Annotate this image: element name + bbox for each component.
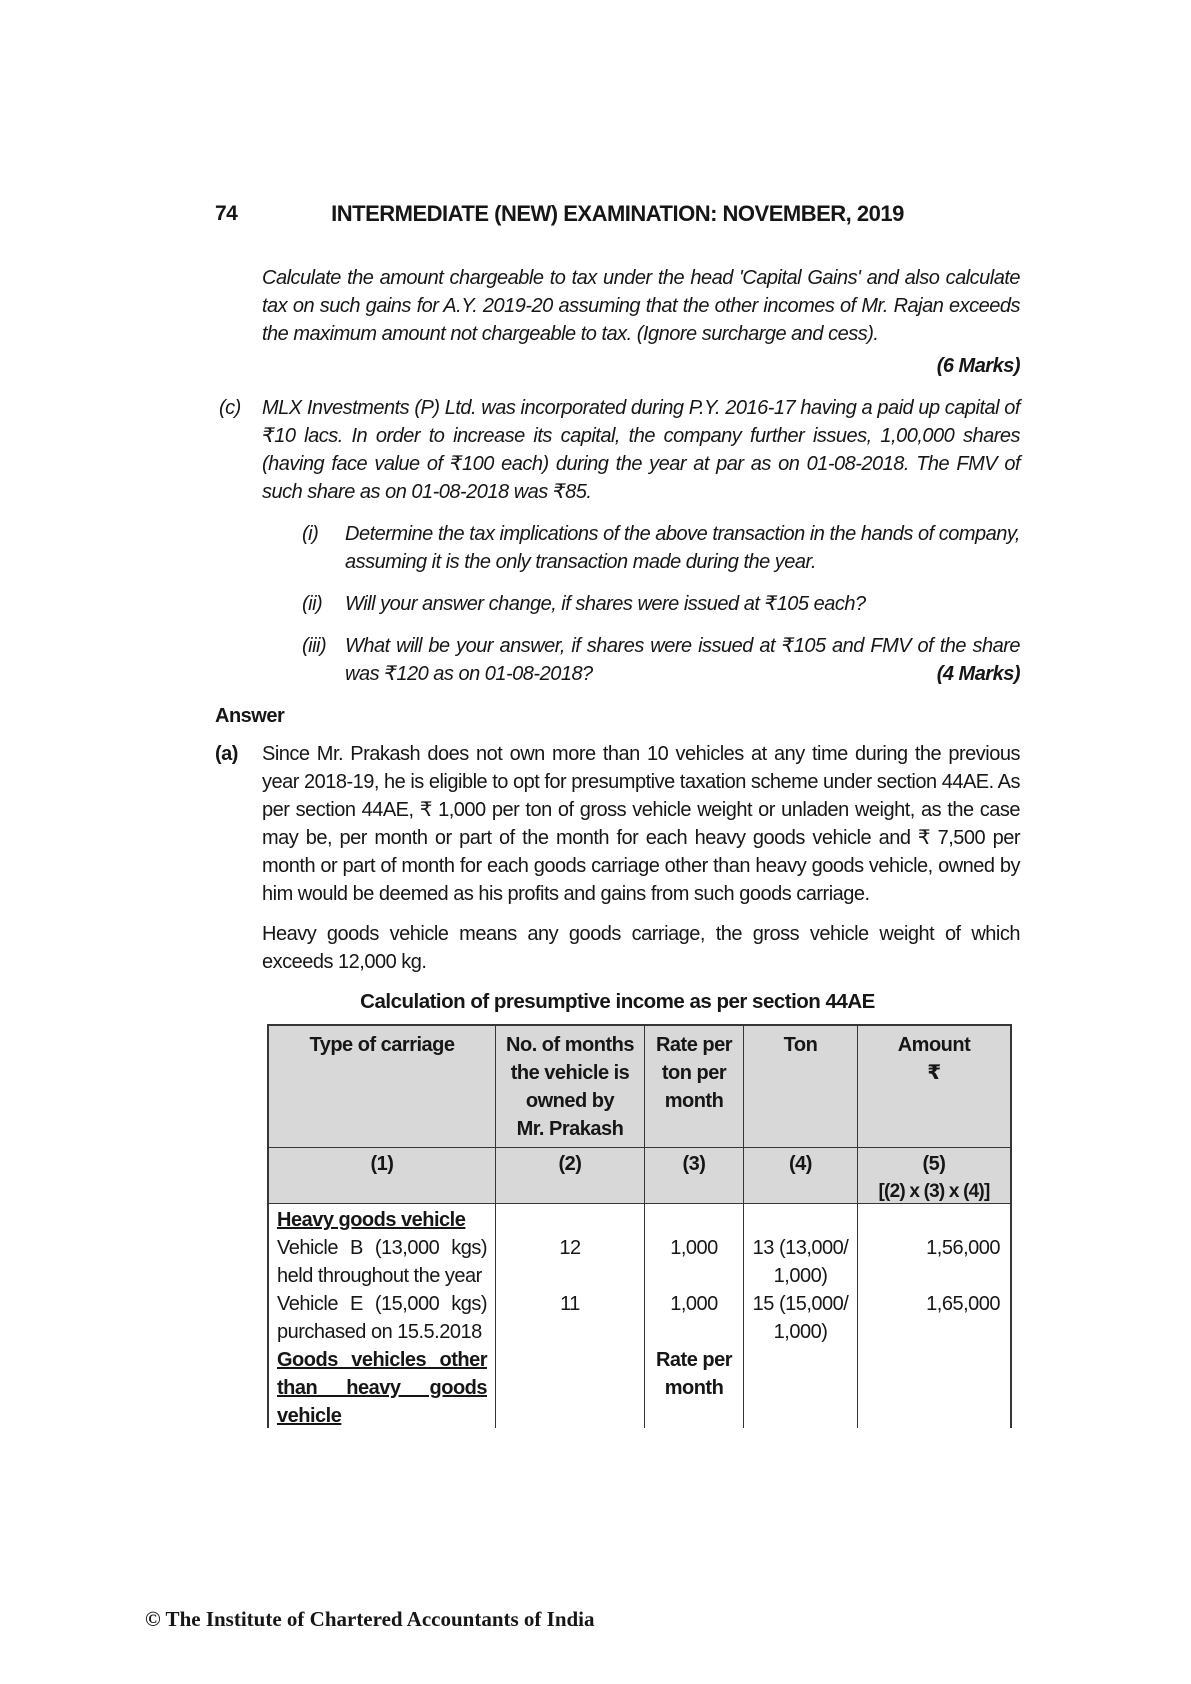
- item-ii-label: (ii): [302, 593, 323, 615]
- months-vehicle-e: 11: [560, 1293, 580, 1315]
- goods-vehicles-heading-line3: vehicle: [277, 1405, 342, 1427]
- question-item-i: [215, 520, 1020, 576]
- page-title: INTERMEDIATE (NEW) EXAMINATION: NOVEMBER, 2019: [331, 201, 904, 226]
- item-i-label: (i): [302, 523, 319, 545]
- page-number: 74: [215, 202, 238, 225]
- amount-vehicle-e: 1,65,000: [926, 1293, 1000, 1315]
- body-months: [496, 1204, 645, 1428]
- table-body-row: [269, 1204, 1010, 1428]
- marks-6: (6 Marks): [936, 355, 1020, 377]
- ton-vehicle-e-line2: 1,000): [773, 1321, 828, 1343]
- ton-vehicle-b-line2: 1,000): [773, 1265, 828, 1287]
- part-c-text: MLX Investments (P) Ltd. was incorporated during P.Y. 2016-17 having a paid up capital of ₹10 lacs. In order to increase its capital, the company further issues, 1,00,000 shares (having face value of ₹100 each) during the year at par as on 01-08-2018. The FMV of such share as on 01-08-2018 was ₹85.: [262, 397, 1020, 503]
- part-a-label: (a): [215, 743, 238, 765]
- copyright-footer: © The Institute of Chartered Accountants of India: [145, 1607, 595, 1631]
- colnum-2: (2): [496, 1148, 645, 1204]
- table-number-row: [269, 1148, 1010, 1204]
- months-vehicle-b: 12: [559, 1237, 581, 1259]
- rate-per-month-line1: Rate per: [655, 1349, 733, 1371]
- rate-per-month-line2: month: [664, 1377, 724, 1399]
- presumptive-income-table: [267, 1024, 1012, 1428]
- vehicle-b-line2: held throughout the year: [277, 1265, 482, 1287]
- colnum-5: (5) [(2) x (3) x (4)]: [858, 1148, 1010, 1204]
- colnum-3: (3): [645, 1148, 744, 1204]
- question-item-ii: [215, 590, 1020, 618]
- body-rate: [645, 1204, 744, 1428]
- goods-vehicles-heading-line1: Goods vehicles other: [277, 1349, 487, 1371]
- colnum-4: (4): [744, 1148, 858, 1204]
- body-amount: [858, 1204, 1010, 1428]
- goods-vehicles-heading-line2: than heavy goods: [277, 1377, 487, 1399]
- rate-vehicle-b: 1,000: [670, 1237, 718, 1259]
- ton-vehicle-b-line1: 13 (13,000/: [752, 1237, 849, 1259]
- header-type-of-carriage: Type of carriage: [269, 1026, 496, 1148]
- vehicle-e-line1: Vehicle E (15,000 kgs): [277, 1293, 487, 1315]
- item-iii-label: (iii): [302, 635, 327, 657]
- amount-vehicle-b: 1,56,000: [926, 1237, 1000, 1259]
- part-c-label: (c): [219, 397, 241, 419]
- body-ton: [744, 1204, 858, 1428]
- table-title: Calculation of presumptive income as per section 44AE: [360, 990, 875, 1013]
- heavy-goods-vehicle-heading: Heavy goods vehicle: [277, 1209, 466, 1231]
- page-header: [215, 200, 1020, 228]
- page-content: [215, 200, 1020, 1428]
- vehicle-e-line2: purchased on 15.5.2018: [277, 1321, 482, 1343]
- question-intro: Calculate the amount chargeable to tax under the head 'Capital Gains' and also calculate tax on such gains for A.Y. 2019-20 assuming that the other incomes of Mr. Rajan exceeds the maximum amount not chargeable to tax. (Ignore surcharge and cess).: [262, 267, 1020, 345]
- colnum-1: (1): [269, 1148, 496, 1204]
- question-part-c: [215, 394, 1020, 506]
- vehicle-b-line1: Vehicle B (13,000 kgs): [277, 1237, 487, 1259]
- colnum-5-formula: [(2) x (3) x (4)]: [878, 1181, 990, 1202]
- heavy-goods-note: Heavy goods vehicle means any goods carriage, the gross vehicle weight of which exceeds 12,000 kg.: [262, 923, 1020, 973]
- rate-vehicle-e: 1,000: [670, 1293, 718, 1315]
- marks-4: (4 Marks): [936, 663, 1020, 685]
- item-ii-text: Will your answer change, if shares were issued at ₹105 each?: [345, 593, 866, 615]
- table-header-row: [269, 1026, 1010, 1148]
- header-ton: Ton: [744, 1026, 858, 1148]
- item-i-text: Determine the tax implications of the above transaction in the hands of company, assuming it is the only transaction made during the year.: [345, 523, 1020, 573]
- question-item-iii: [215, 632, 1020, 688]
- answer-heading: Answer: [215, 705, 285, 727]
- answer-part-a: [215, 740, 1020, 908]
- part-a-text: Since Mr. Prakash does not own more than 10 vehicles at any time during the previous year 2018-19, he is eligible to opt for presumptive taxation scheme under section 44AE. As per section 44AE, ₹ 1,000 per ton of gross vehicle weight or unladen weight, as the case may be, per month or part of the month for each heavy goods vehicle and ₹ 7,500 per month or part of month for each goods carriage other than heavy goods vehicle, owned by him would be deemed as his profits and gains from such goods carriage.: [262, 743, 1020, 905]
- header-no-of-months: No. of months the vehicle is owned by Mr. Prakash: [496, 1026, 645, 1148]
- item-iii-text: What will be your answer, if shares were issued at ₹105 and FMV of the share was ₹120 as on 01-08-2018?: [345, 635, 1020, 685]
- header-amount: Amount ₹: [858, 1026, 1010, 1148]
- ton-vehicle-e-line1: 15 (15,000/: [752, 1293, 849, 1315]
- header-rate-per-ton: Rate per ton per month: [645, 1026, 744, 1148]
- body-type-of-carriage: [269, 1204, 496, 1428]
